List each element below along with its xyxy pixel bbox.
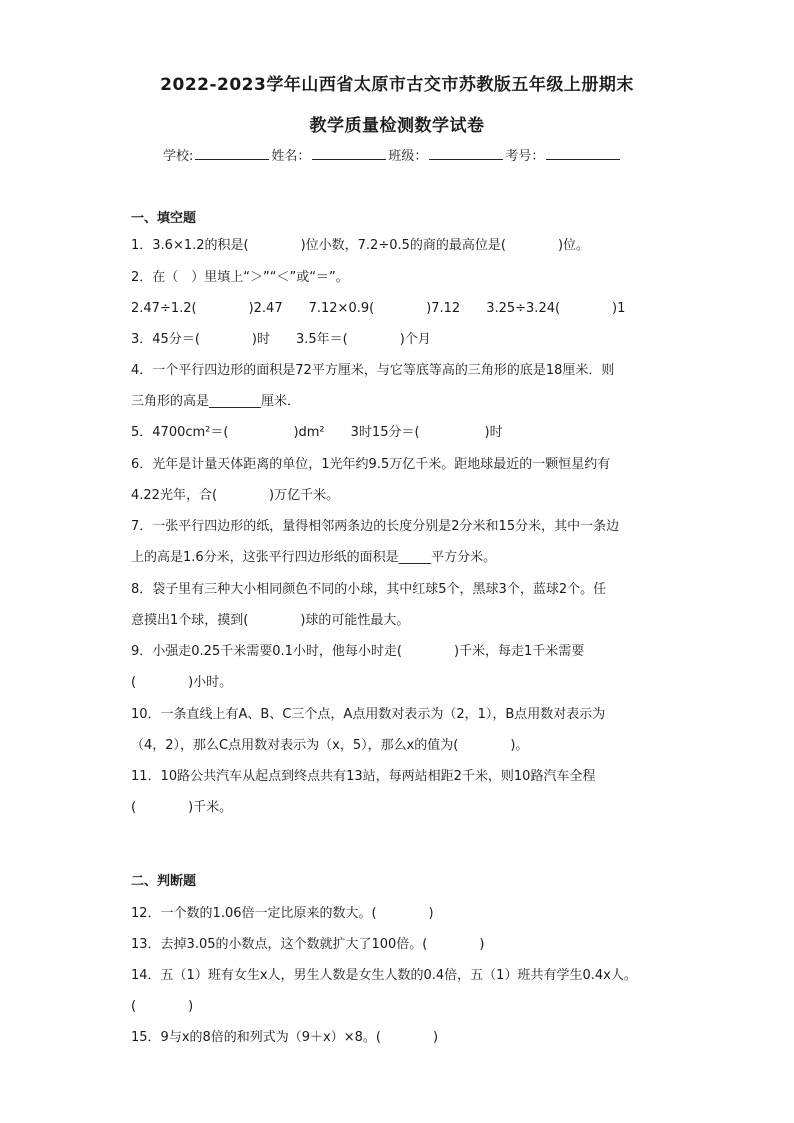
question-3: 3．45分＝( )时 3.5年＝( )个月 [131, 332, 431, 347]
question-4-line-1: 4．一个平行四边形的面积是72平方厘米，与它等底等高的三角形的底是18厘米．则 [131, 363, 615, 378]
question-14-line-2: ( ) [131, 999, 194, 1014]
question-10-line-2: （4，2），那么C点用数对表示为（x，5），那么x的值为( )。 [131, 738, 529, 753]
question-8-line-2: 意摸出1个球，摸到( )球的可能性最大。 [131, 613, 410, 628]
question-11-line-2: ( )千米。 [131, 800, 233, 815]
student-info-row [163, 145, 622, 164]
question-6-line-1: 6．光年是计量天体距离的单位，1光年约9.5万亿千米。距地球最近的一颗恒星约有 [131, 457, 611, 472]
section-1-heading: 一、填空题 [131, 211, 197, 226]
class-label: 班级： [388, 149, 428, 164]
question-5: 5．4700cm²＝( )dm² 3时15分＝( )时 [131, 425, 503, 440]
school-label: 学校: [163, 149, 194, 164]
question-14-line-1: 14．五（1）班有女生x人，男生人数是女生人数的0.4倍，五（1）班共有学生0.4x人。 [131, 968, 637, 983]
question-4-line-2: 三角形的高是________厘米． [131, 394, 301, 409]
exam-no-label: 考号： [505, 149, 545, 164]
question-12: 12．一个数的1.06倍一定比原来的数大。( ) [131, 906, 434, 921]
question-10-line-1: 10．一条直线上有A、B、C三个点，A点用数对表示为（2，1），B点用数对表示为 [131, 707, 606, 722]
question-9-line-1: 9．小强走0.25千米需要0.1小时，他每小时走( )千米，每走1千米需要 [131, 644, 585, 659]
class-blank[interactable] [429, 147, 503, 160]
question-2-items: 2.47÷1.2( )2.47 7.12×0.9( )7.12 3.25÷3.24( )1 [131, 301, 626, 316]
exam-title-line-1: 2022-2023学年山西省太原市古交市苏教版五年级上册期末 [160, 75, 634, 95]
exam-title-line-2: 教学质量检测数学试卷 [309, 116, 485, 136]
question-7-line-2: 上的高是1.6分米，这张平行四边形纸的面积是_____平方分米。 [131, 550, 497, 565]
name-blank[interactable] [312, 147, 386, 160]
question-1: 1．3.6×1.2的积是( )位小数，7.2÷0.5的商的最高位是( )位。 [131, 238, 590, 253]
name-label: 姓名： [271, 149, 311, 164]
question-8-line-1: 8．袋子里有三种大小相同颜色不同的小球，其中红球5个，黑球3个，蓝球2个。任 [131, 582, 607, 597]
question-6-line-2: 4.22光年，合( )万亿千米。 [131, 488, 340, 503]
question-2: 2．在（ ）里填上“＞”“＜”或“＝”。 [131, 270, 349, 285]
school-blank[interactable] [195, 147, 269, 160]
exam-no-blank[interactable] [546, 147, 620, 160]
question-11-line-1: 11．10路公共汽车从起点到终点共有13站，每两站相距2千米，则10路汽车全程 [131, 769, 596, 784]
question-13: 13．去掉3.05的小数点，这个数就扩大了100倍。( ) [131, 937, 485, 952]
question-7-line-1: 7．一张平行四边形的纸，量得相邻两条边的长度分别是2分米和15分米，其中一条边 [131, 519, 620, 534]
question-9-line-2: ( )小时。 [131, 675, 233, 690]
section-2-heading: 二、判断题 [131, 874, 197, 889]
question-15: 15．9与x的8倍的和列式为（9＋x）×8。( ) [131, 1030, 439, 1045]
